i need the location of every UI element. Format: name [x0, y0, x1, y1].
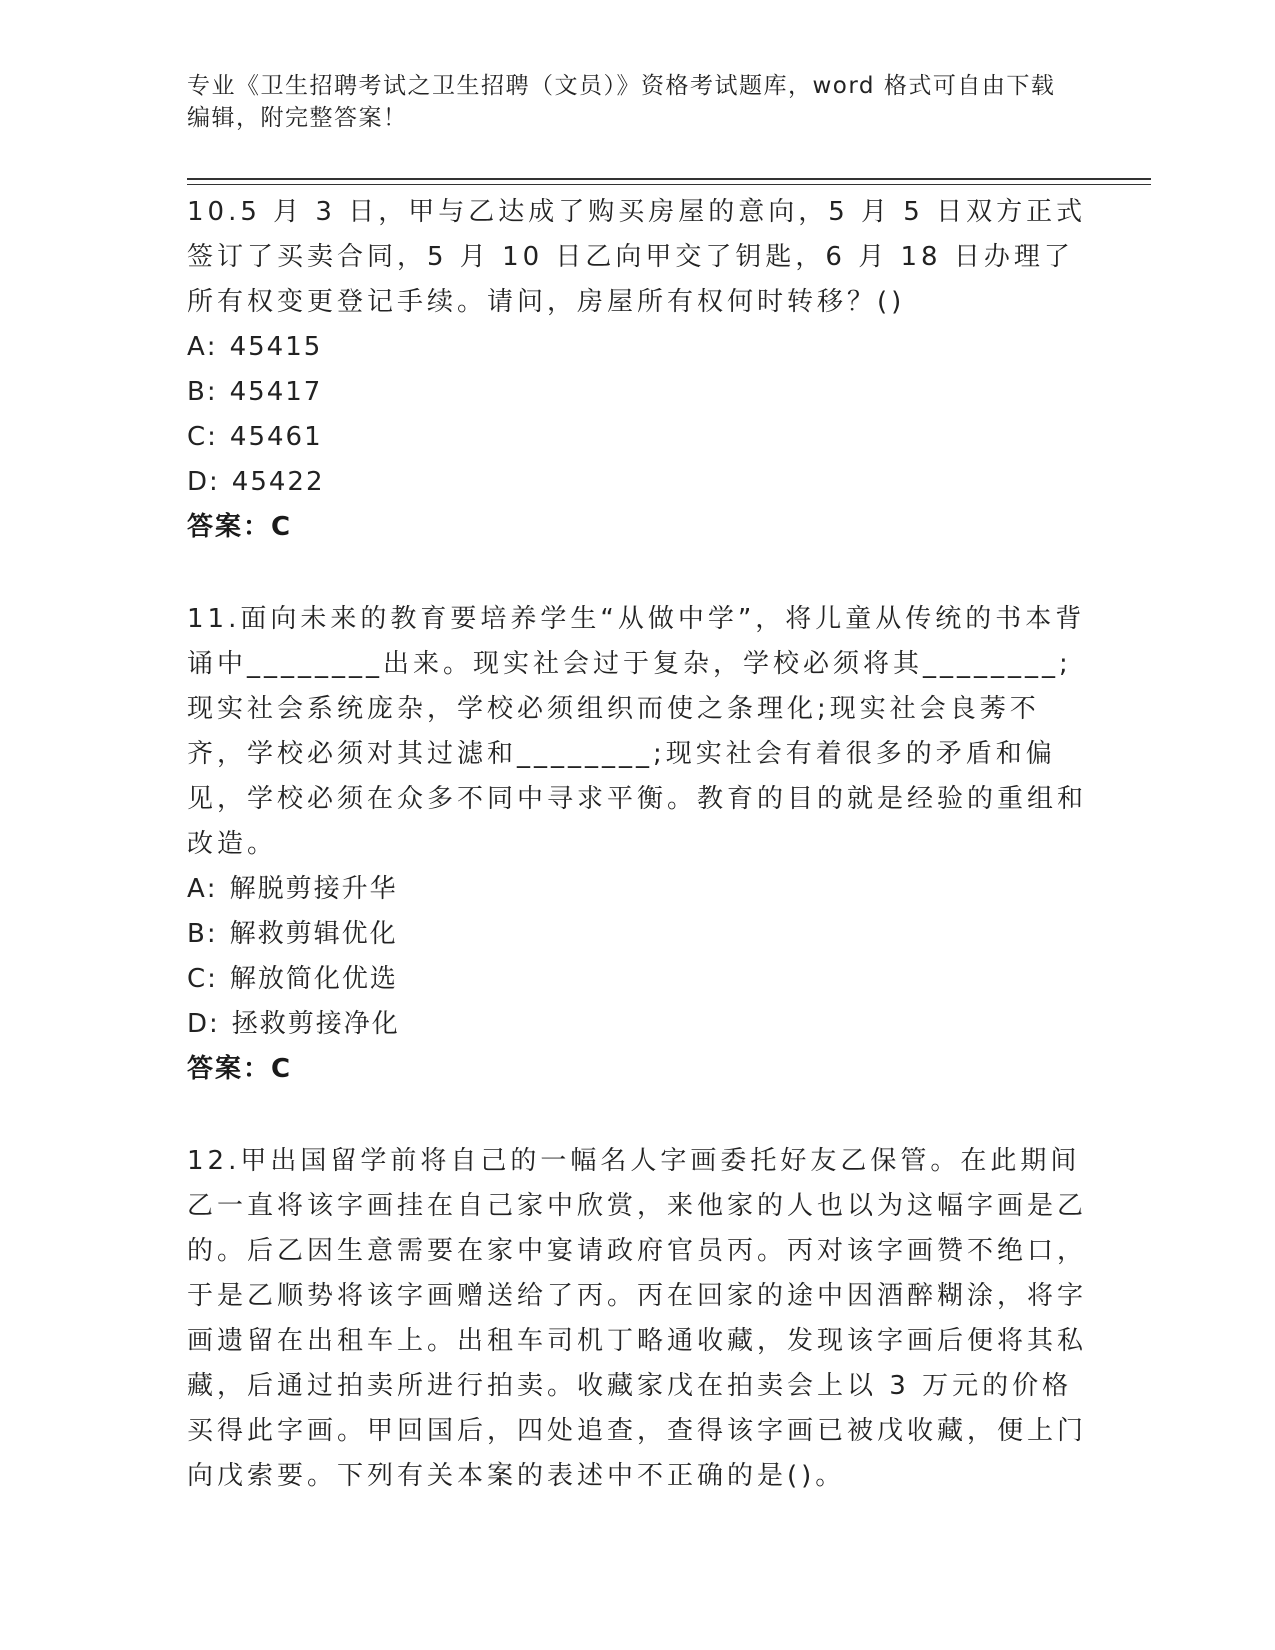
- header-divider-thin: [187, 184, 1151, 185]
- header-divider-thick: [187, 178, 1151, 180]
- option-b: [187, 912, 1087, 957]
- document-header: [187, 70, 1067, 134]
- option-b: [187, 370, 1087, 415]
- option-separator: :: [207, 422, 218, 452]
- option-letter: C: [187, 422, 208, 452]
- option-text: 解救剪辑优化: [229, 919, 398, 949]
- option-letter: A: [187, 332, 207, 362]
- option-text: 45415: [229, 332, 323, 362]
- option-separator: :: [207, 964, 218, 994]
- option-a: [187, 867, 1087, 912]
- option-text: 45422: [231, 467, 325, 497]
- question-11: [187, 597, 1087, 1092]
- option-letter: B: [187, 377, 207, 407]
- option-text: 45417: [229, 377, 323, 407]
- option-letter: A: [187, 874, 207, 904]
- question-list: [187, 190, 1087, 1546]
- option-separator: :: [206, 377, 218, 407]
- question-text: 12.甲出国留学前将自己的一幅名人字画委托好友乙保管。在此期间乙一直将该字画挂在自己家中欣赏，来他家的人也以为这幅字画是乙的。后乙因生意需要在家中宴请政府官员丙。丙对该字画赞不绝口，于是乙顺势将该字画赠送给了丙。丙在回家的途中因酒醉糊涂，将字画遗留在出租车上。出租车司机丁略通收藏，发现该字画后便将其私藏，后通过拍卖所进行拍卖。收藏家戊在拍卖会上以 3 万元的价格买得此字画。甲回国后，四处追查，查得该字画已被戊收藏，便上门向戊索要。下列有关本案的表述中不正确的是()。: [187, 1146, 1088, 1491]
- option-letter: C: [187, 964, 208, 994]
- option-text: 解脱剪接升华: [229, 874, 398, 904]
- answer-label: 答案：C: [187, 512, 293, 542]
- option-separator: :: [206, 874, 218, 904]
- option-a: [187, 325, 1087, 370]
- option-separator: :: [206, 919, 218, 949]
- option-separator: :: [206, 332, 218, 362]
- option-separator: :: [209, 1009, 220, 1039]
- option-text: 45461: [229, 422, 323, 452]
- option-d: [187, 1002, 1087, 1047]
- option-letter: D: [187, 467, 210, 497]
- option-letter: D: [187, 1009, 210, 1039]
- option-c: [187, 415, 1087, 460]
- option-text: 拯救剪接净化: [231, 1009, 400, 1039]
- option-c: [187, 957, 1087, 1002]
- option-separator: :: [209, 467, 220, 497]
- answer-label: 答案：C: [187, 1054, 293, 1084]
- option-d: [187, 460, 1087, 505]
- question-text: 11.面向未来的教育要培养学生“从做中学”，将儿童从传统的书本背诵中________出来。现实社会过于复杂，学校必须将其________;现实社会系统庞杂，学校必须组织而使之条理化;现实社会良莠不齐，学校必须对其过滤和________;现实社会有着很多的矛盾和偏见，学校必须在众多不同中寻求平衡。教育的目的就是经验的重组和改造。: [187, 604, 1088, 859]
- question-10: [187, 190, 1087, 550]
- question-text: 10.5 月 3 日，甲与乙达成了购买房屋的意向，5 月 5 日双方正式签订了买卖合同，5 月 10 日乙向甲交了钥匙，6 月 18 日办理了所有权变更登记手续。请问，房屋所有权何时转移？(): [187, 197, 1087, 317]
- question-12: [187, 1139, 1087, 1499]
- header-text: 专业《卫生招聘考试之卫生招聘（文员）》资格考试题库，word 格式可自由下载编辑，附完整答案！: [187, 73, 1056, 131]
- option-letter: B: [187, 919, 207, 949]
- option-text: 解放简化优选: [229, 964, 398, 994]
